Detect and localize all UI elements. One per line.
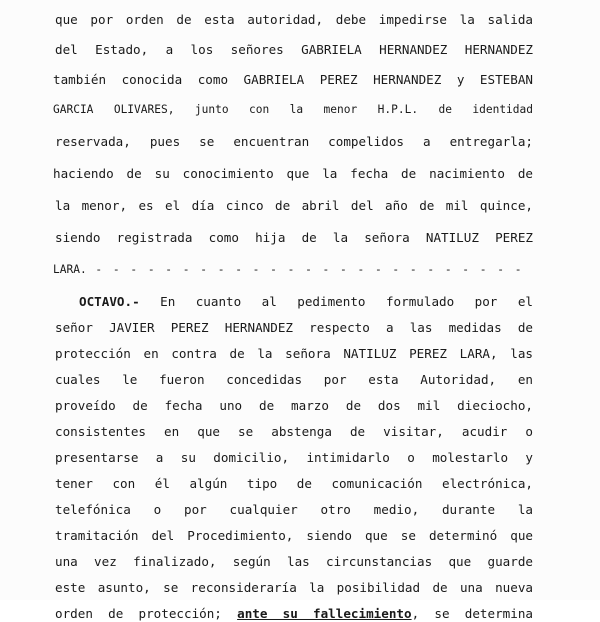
line-text-segment: protección en contra de la señora NATILUZ PEREZ LARA, las: [55, 346, 533, 361]
document-line: [55, 580, 533, 596]
document-line: [53, 102, 533, 118]
document-line: [53, 166, 533, 182]
line-text-segment: consistentes en que se abstenga de visitar, acudir o: [55, 424, 533, 439]
line-text-segment: ante su fallecimiento: [237, 606, 412, 621]
document-line: [53, 262, 533, 278]
line-text-segment: En cuanto al pedimento formulado por el: [139, 294, 533, 309]
document-line: [55, 398, 533, 414]
document-line: [53, 72, 533, 88]
line-text-segment: reservada, pues se encuentran compelidos a entregarla;: [55, 134, 533, 149]
line-text-segment: orden de protección;: [55, 606, 238, 621]
cropped-top-line: [60, 0, 360, 2]
document-line: [55, 424, 533, 440]
document-line: [55, 320, 533, 336]
document-line: [55, 230, 533, 246]
line-text-segment: - - - - - - - - - - - - - - - - - - - - - - - - -: [86, 263, 524, 276]
line-text-segment: siendo registrada como hija de la señora NATILUZ PEREZ: [55, 230, 533, 245]
line-text-segment: una vez finalizado, según las circunstancias que guarde: [55, 554, 533, 569]
document-line: [55, 12, 533, 28]
line-text-segment: este asunto, se reconsideraría la posibilidad de una nueva: [55, 580, 533, 595]
document-line: [55, 134, 533, 150]
line-text-segment: GARCIA OLIVARES, junto con la menor H.P.L. de identidad: [53, 103, 533, 116]
line-text-segment: tener con él algún tipo de comunicación electrónica,: [55, 476, 533, 491]
line-text-segment: proveído de fecha uno de marzo de dos mil dieciocho,: [55, 398, 533, 413]
document-line: [55, 42, 533, 58]
document-line: [55, 476, 533, 492]
line-text-segment: telefónica o por cualquier otro medio, durante la: [55, 502, 533, 517]
document-line: [55, 502, 533, 518]
line-text-segment: tramitación del Procedimiento, siendo que se determinó que: [55, 528, 533, 543]
line-text-segment: , se determina: [411, 606, 533, 621]
line-text-segment: del Estado, a los señores GABRIELA HERNANDEZ HERNANDEZ: [55, 42, 533, 57]
document-line: [55, 346, 533, 362]
document-line: [55, 372, 533, 388]
document-line: [55, 606, 533, 622]
line-text-segment: OCTAVO.-: [79, 294, 140, 309]
line-text-segment: haciendo de su conocimiento que la fecha de nacimiento de: [53, 166, 533, 181]
document-line: [55, 554, 533, 570]
line-text-segment: que por orden de esta autoridad, debe impedirse la salida: [55, 12, 533, 27]
line-text-segment: presentarse a su domicilio, intimidarlo o molestarlo y: [55, 450, 533, 465]
line-text-segment: también conocida como GABRIELA PEREZ HERNANDEZ y ESTEBAN: [53, 72, 533, 87]
line-text-segment: la menor, es el día cinco de abril del año de mil quince,: [55, 198, 533, 213]
line-text-segment: LARA.: [53, 263, 87, 276]
document-line: [55, 450, 533, 466]
document-line: [55, 528, 533, 544]
line-text-segment: cuales le fueron concedidas por esta Autoridad, en: [55, 372, 533, 387]
document-line: [55, 198, 533, 214]
line-text-segment: señor JAVIER PEREZ HERNANDEZ respecto a las medidas de: [55, 320, 533, 335]
document-line: [79, 294, 533, 310]
